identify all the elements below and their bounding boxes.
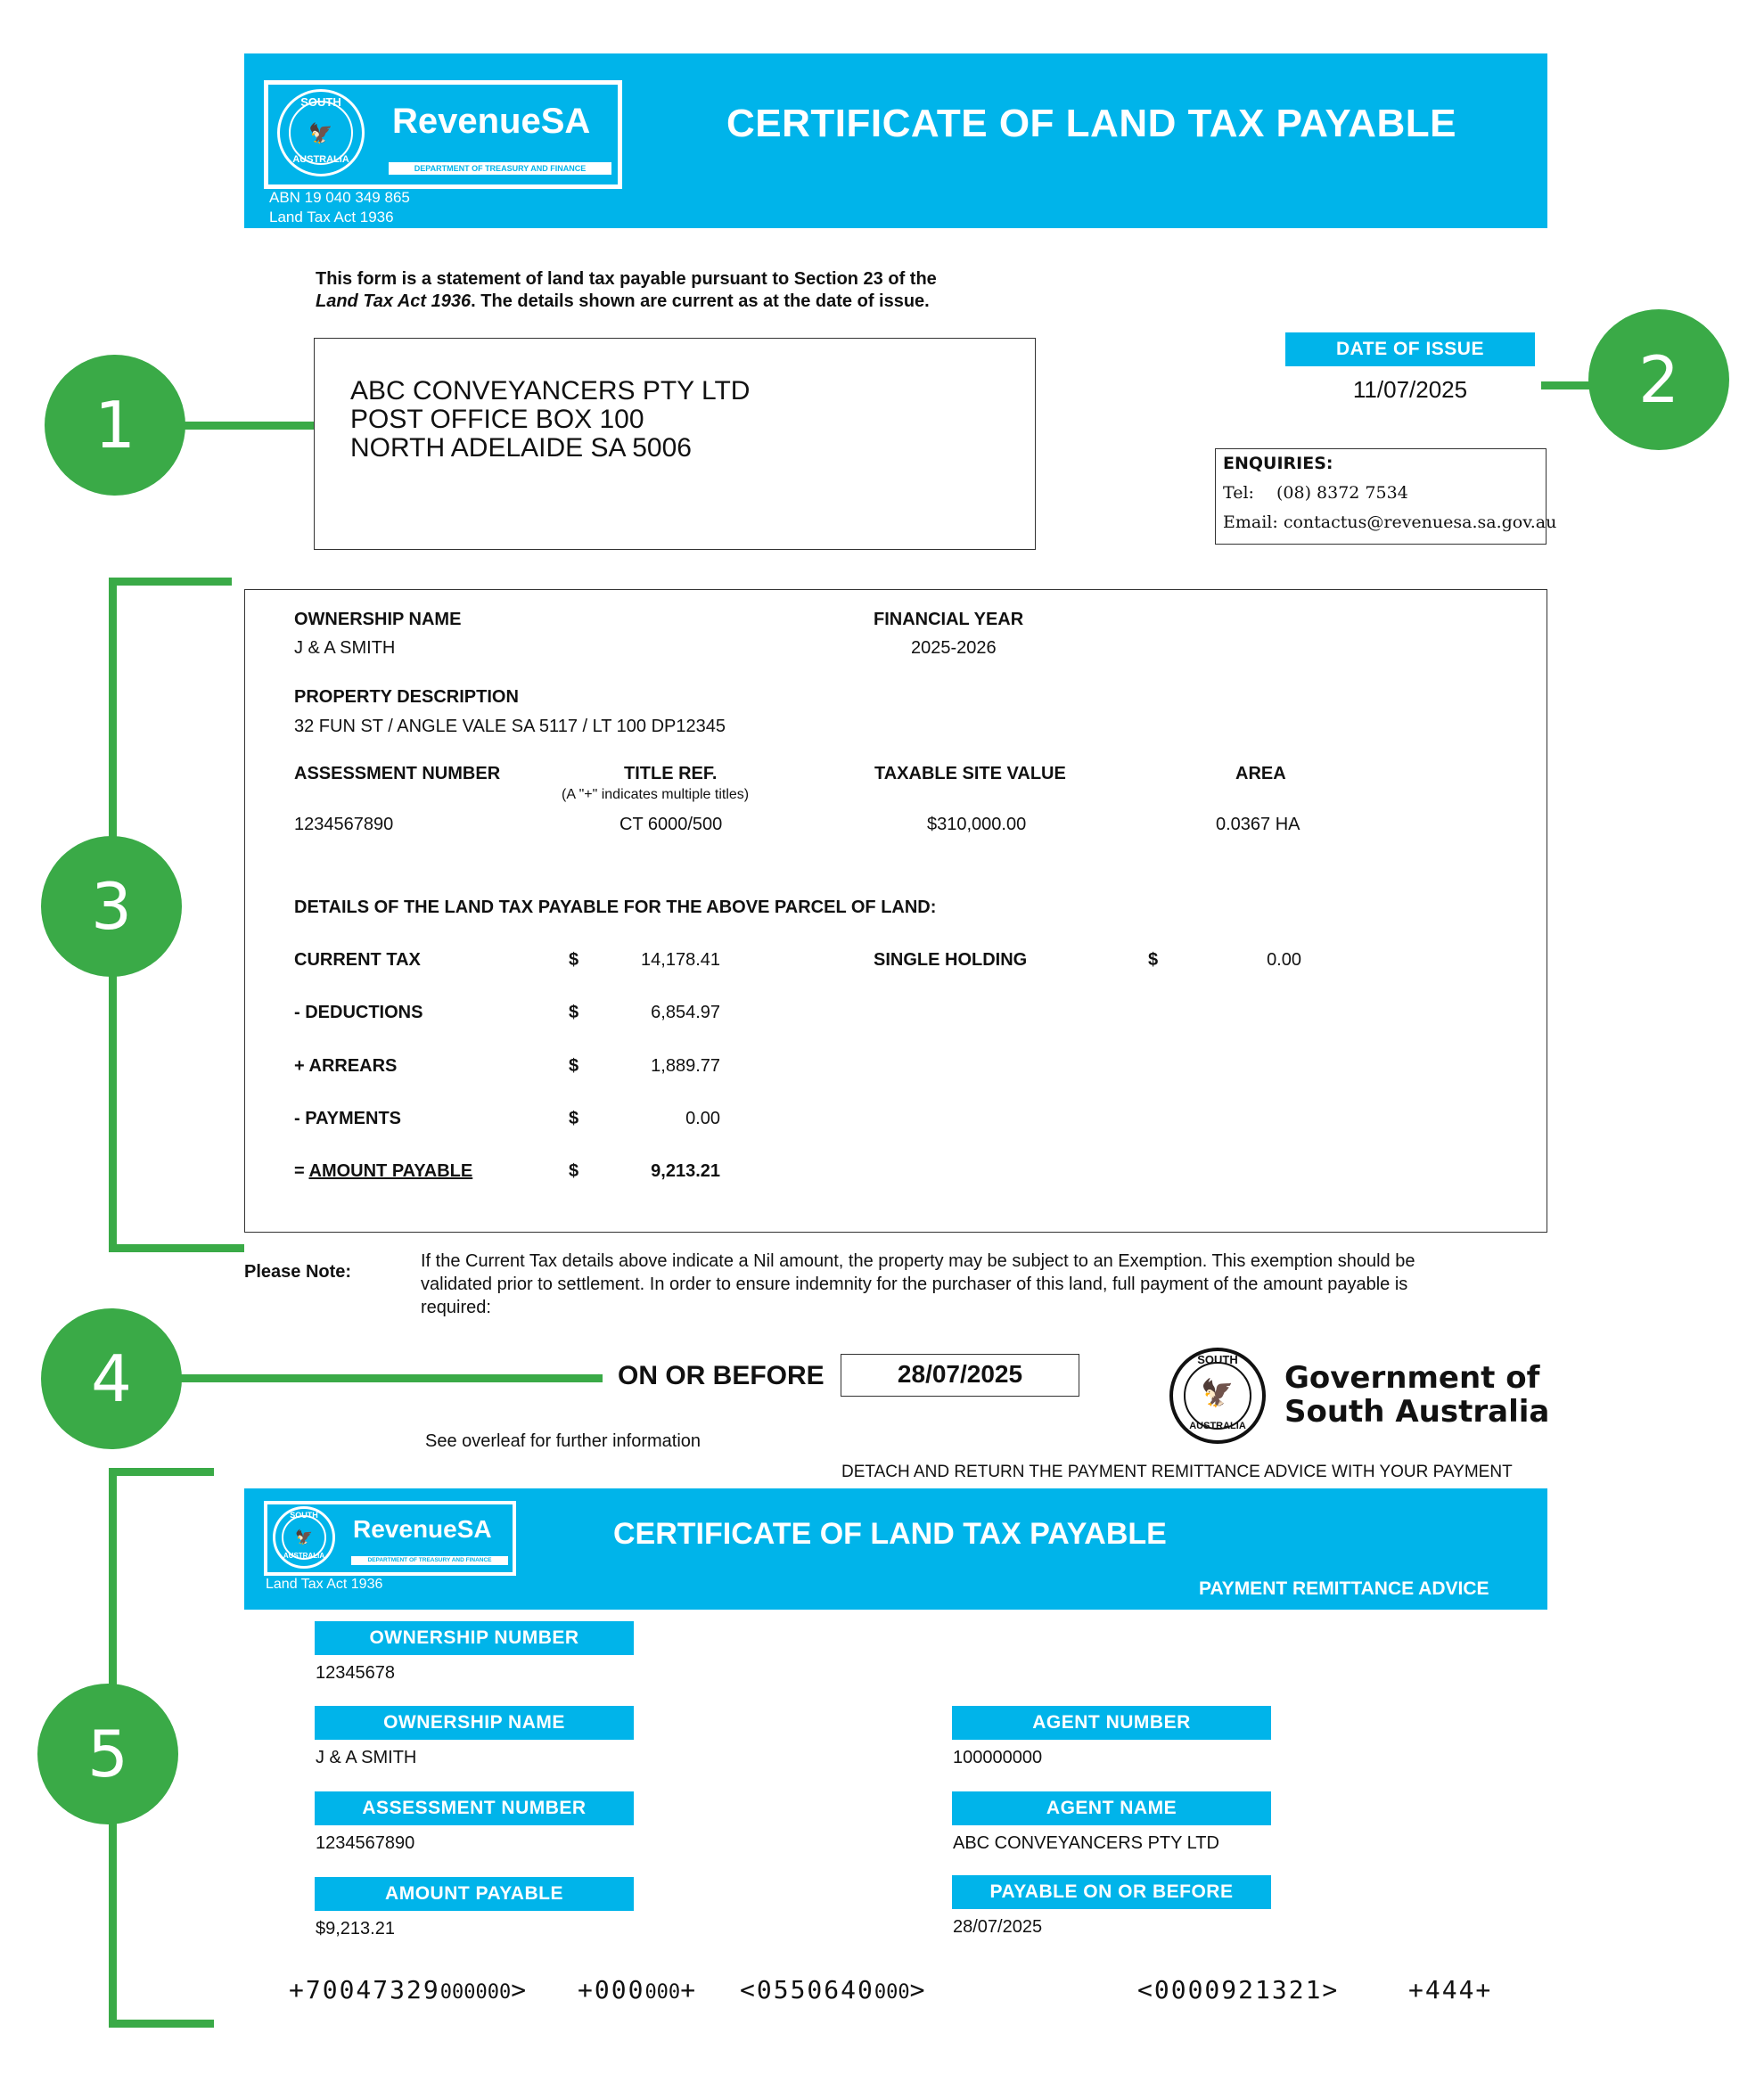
micr-segment-2: +000000+: [578, 1975, 698, 2004]
remittance-subtitle: PAYMENT REMITTANCE ADVICE: [1199, 1578, 1489, 1599]
callout-2: 2: [1588, 309, 1729, 450]
single-holding-label: SINGLE HOLDING: [874, 950, 1028, 970]
address-line-1: ABC CONVEYANCERS PTY LTD: [350, 376, 751, 406]
callout-5-bracket-top: [109, 1468, 214, 1476]
callout-1-connector: [178, 422, 314, 430]
overleaf-note: See overleaf for further information: [425, 1431, 701, 1451]
ownership-name: J & A SMITH: [294, 638, 396, 658]
callout-1: 1: [45, 355, 185, 496]
assessment-number-label: ASSESSMENT NUMBER: [294, 764, 501, 783]
micr-segment-4: <0000921321>: [1137, 1975, 1340, 2004]
brand-sub: DEPARTMENT OF TREASURY AND FINANCE: [389, 162, 611, 175]
note-label: Please Note:: [244, 1262, 352, 1282]
micr-segment-1: +70047329000000>: [289, 1975, 529, 2004]
page-title: CERTIFICATE OF LAND TAX PAYABLE: [726, 102, 1456, 145]
callout-3-bracket-bottom: [109, 1244, 244, 1252]
enquiries-tel-label: Tel:: [1223, 483, 1254, 503]
revenuesa-logo: [264, 80, 622, 189]
brand-name: RevenueSA: [392, 102, 591, 141]
callout-3: 3: [41, 836, 182, 977]
due-date: 28/07/2025: [897, 1360, 1023, 1388]
agent-name-label: AGENT NAME: [952, 1791, 1271, 1825]
financial-year-label: FINANCIAL YEAR: [874, 610, 1024, 629]
remittance-act: Land Tax Act 1936: [266, 1577, 383, 1592]
amount-payable: 9,213.21: [651, 1161, 720, 1181]
detach-instruction: DETACH AND RETURN THE PAYMENT REMITTANCE ADVICE WITH YOUR PAYMENT: [841, 1463, 1513, 1481]
remittance-assessment-number-label: ASSESSMENT NUMBER: [315, 1791, 634, 1825]
intro-line-2: Land Tax Act 1936. The details shown are current as at the date of issue.: [316, 291, 930, 311]
property-description: 32 FUN ST / ANGLE VALE SA 5117 / LT 100 DP12345: [294, 717, 726, 736]
callout-4-connector: [178, 1374, 603, 1382]
remittance-amount-payable: $9,213.21: [316, 1919, 395, 1939]
remittance-assessment-number: 1234567890: [316, 1833, 415, 1853]
abn: ABN 19 040 349 865: [269, 189, 410, 206]
micr-segment-3: <0550640000>: [740, 1975, 927, 2004]
remittance-brand-sub: DEPARTMENT OF TREASURY AND FINANCE: [351, 1556, 508, 1565]
deductions-label: - DEDUCTIONS: [294, 1003, 423, 1022]
current-tax-amount: 14,178.41: [641, 950, 720, 970]
single-holding-amount: 0.00: [1267, 950, 1301, 970]
details-heading: DETAILS OF THE LAND TAX PAYABLE FOR THE ABOVE PARCEL OF LAND:: [294, 898, 937, 917]
arrears-amount: 1,889.77: [651, 1056, 720, 1076]
agent-name: ABC CONVEYANCERS PTY LTD: [953, 1833, 1219, 1853]
email-link[interactable]: contactus@revenuesa.sa.gov.au: [1283, 512, 1557, 532]
callout-5: 5: [37, 1684, 178, 1824]
payments-currency: $: [569, 1109, 579, 1128]
taxable-site-value-label: TAXABLE SITE VALUE: [874, 764, 1066, 783]
payable-on: 28/07/2025: [953, 1917, 1043, 1937]
financial-year: 2025-2026: [911, 638, 997, 658]
assessment-number: 1234567890: [294, 815, 394, 834]
taxable-site-value: $310,000.00: [927, 815, 1027, 834]
payments-amount: 0.00: [685, 1109, 720, 1128]
property-description-label: PROPERTY DESCRIPTION: [294, 687, 519, 707]
remittance-logo: [264, 1501, 516, 1576]
amount-payable-label: = AMOUNT PAYABLE: [294, 1161, 473, 1181]
remittance-title: CERTIFICATE OF LAND TAX PAYABLE: [613, 1517, 1167, 1551]
single-holding-currency: $: [1148, 950, 1159, 970]
government-line-1: Government of: [1284, 1360, 1540, 1396]
current-tax-currency: $: [569, 950, 579, 970]
deductions-amount: 6,854.97: [651, 1003, 720, 1022]
payments-label: - PAYMENTS: [294, 1109, 402, 1128]
seal-icon: SOUTH 🦅 AUSTRALIA: [277, 89, 365, 176]
enquiries-title: ENQUIRIES:: [1223, 454, 1333, 473]
callout-3-bracket-top: [109, 578, 232, 586]
government-line-2: South Australia: [1284, 1394, 1550, 1430]
intro-line-1: This form is a statement of land tax payable pursuant to Section 23 of the: [316, 269, 937, 289]
remittance-seal-icon: SOUTH 🦅 AUSTRALIA: [273, 1506, 335, 1569]
address-line-2: POST OFFICE BOX 100: [350, 405, 644, 434]
government-seal-icon: SOUTH 🦅 AUSTRALIA: [1169, 1348, 1266, 1444]
area: 0.0367 HA: [1216, 815, 1300, 834]
note-line-1: If the Current Tax details above indicate a Nil amount, the property may be subject to an Exemption. This exemption should be: [421, 1251, 1415, 1271]
agent-number: 100000000: [953, 1748, 1043, 1767]
remittance-amount-payable-label: AMOUNT PAYABLE: [315, 1877, 634, 1911]
callout-2-connector: [1541, 381, 1595, 389]
ownership-number: 12345678: [316, 1663, 395, 1683]
ownership-number-label: OWNERSHIP NUMBER: [315, 1621, 634, 1655]
deductions-currency: $: [569, 1003, 579, 1022]
payable-on-label: PAYABLE ON OR BEFORE: [952, 1875, 1271, 1909]
date-of-issue-label: DATE OF ISSUE: [1285, 332, 1535, 366]
note-line-3: required:: [421, 1298, 491, 1317]
enquiries-email: Email: contactus@revenuesa.sa.gov.au: [1223, 512, 1557, 532]
act-name: Land Tax Act 1936: [269, 209, 394, 225]
callout-5-bracket-bottom: [109, 2020, 214, 2028]
ownership-name-label: OWNERSHIP NAME: [294, 610, 462, 629]
remittance-ownership-name: J & A SMITH: [316, 1748, 417, 1767]
title-ref: CT 6000/500: [619, 815, 723, 834]
title-ref-note: (A "+" indicates multiple titles): [562, 787, 750, 802]
callout-4: 4: [41, 1308, 182, 1449]
micr-segment-5: +444+: [1408, 1975, 1493, 2004]
arrears-currency: $: [569, 1056, 579, 1076]
agent-number-label: AGENT NUMBER: [952, 1706, 1271, 1740]
date-of-issue: 11/07/2025: [1352, 376, 1468, 403]
current-tax-label: CURRENT TAX: [294, 950, 421, 970]
note-line-2: validated prior to settlement. In order to ensure indemnity for the purchaser of this land, full payment of the amount payable is: [421, 1275, 1408, 1294]
enquiries-tel: (08) 8372 7534: [1276, 483, 1408, 503]
remittance-brand-name: RevenueSA: [353, 1515, 492, 1543]
arrears-label: + ARREARS: [294, 1056, 398, 1076]
amount-payable-currency: $: [569, 1161, 579, 1181]
area-label: AREA: [1235, 764, 1286, 783]
title-ref-label: TITLE REF.: [624, 764, 718, 783]
address-line-3: NORTH ADELAIDE SA 5006: [350, 433, 692, 463]
on-or-before-label: ON OR BEFORE: [618, 1361, 825, 1390]
remittance-ownership-name-label: OWNERSHIP NAME: [315, 1706, 634, 1740]
